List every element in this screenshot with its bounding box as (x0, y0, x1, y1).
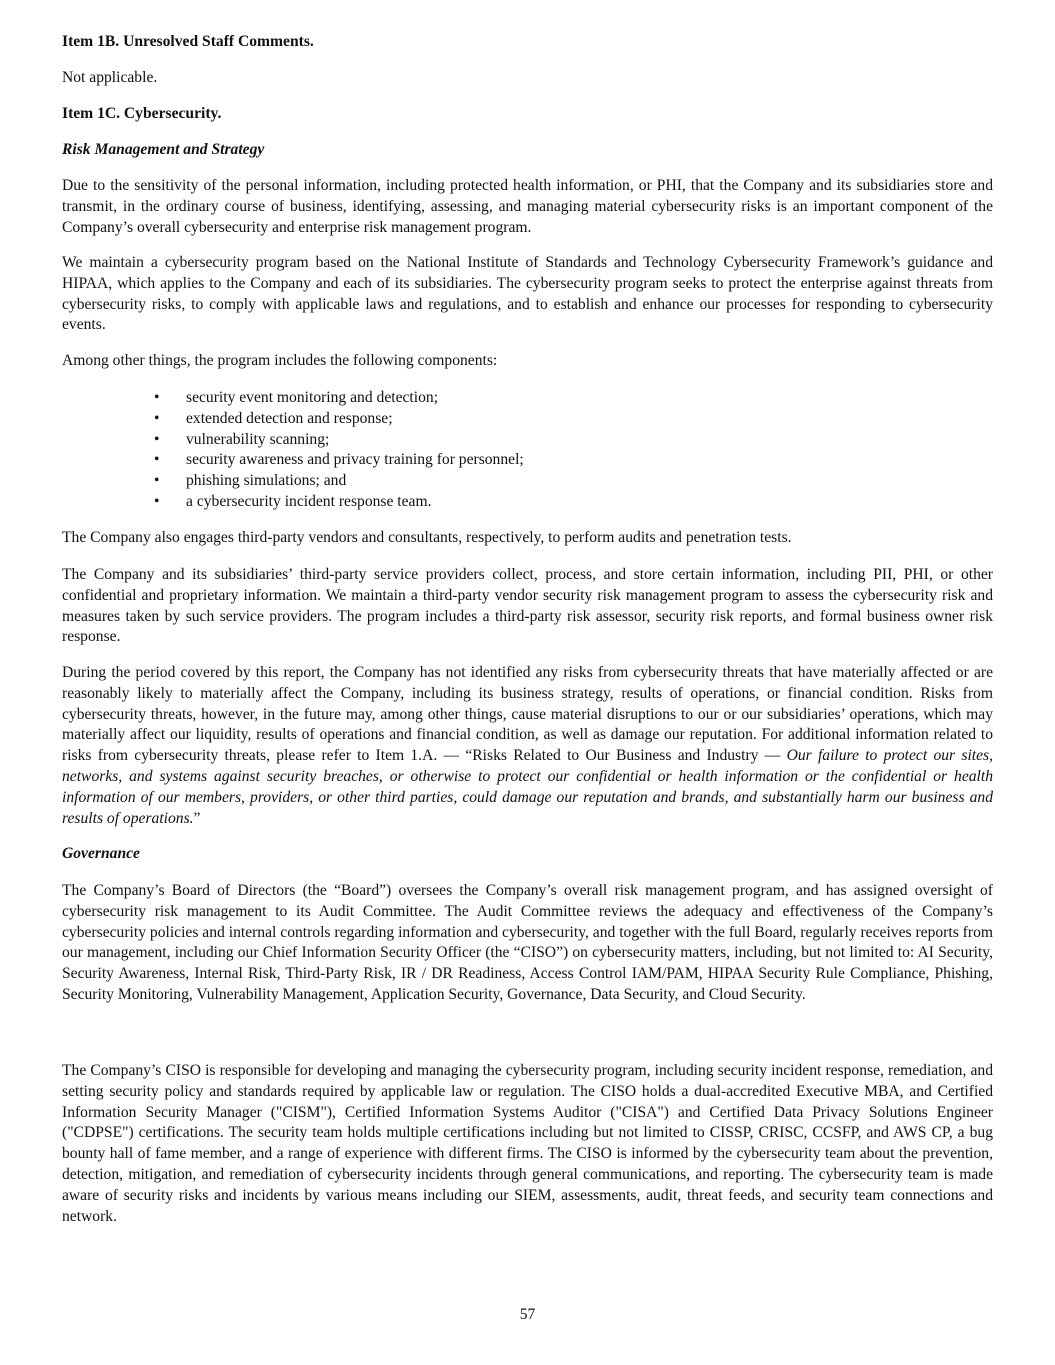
bullet-icon: • (154, 430, 160, 448)
item-1b-body: Not applicable. (62, 69, 158, 86)
bullet-icon: • (154, 492, 160, 510)
list-item: • phishing simulations; and (62, 471, 993, 492)
bullet-icon: • (154, 451, 160, 469)
list-item: • vulnerability scanning; (62, 430, 993, 451)
governance-paragraph-2: The Company’s CISO is responsible for developing and managing the cybersecurity program, including security incident response, remediation, and setting security policy and standards required by applicable law or regulation. The CISO holds a dual-accredited Executive MBA, and Certified Information Security Manager ("CISM"), Certified Information Systems Auditor ("CISA") and Certified Data Privacy Solutions Engineer ("CDPSE") certifications. The security team holds multiple certifications including but not limited to CISSP, CRISC, CCSFP, and AWS CP, a bug bounty hall of fame member, and a range of experience with different firms. The CISO is informed by the cybersecurity team about the prevention, detection, mitigation, and remediation of cybersecurity incidents through general communications, and reporting. The cybersecurity team is made aware of security risks and incidents by various means including our SIEM, assessments, audit, threat feeds, and security team connections and network. (62, 1062, 993, 1225)
bullet-icon: • (154, 389, 160, 406)
risk-paragraph-1: Due to the sensitivity of the personal information, including protected health information, or PHI, that the Company and its subsidiaries store and transmit, in the ordinary course of business, identifying, assessing, and managing material cybersecurity risks is an important component of the Company’s overall cybersecurity and enterprise risk management program. (62, 177, 993, 236)
risk-factor-title: Our failure to protect our sites, networks, and systems against security breaches, or otherwise to protect our confidential or health information or the confidential or health information of our members, providers, or other third parties, could damage our reputation and brands, and substantially harm our business and results of operations. (62, 747, 993, 827)
item-1b-heading: Item 1B. Unresolved Staff Comments. (62, 33, 314, 50)
third-party-paragraph: The Company and its subsidiaries’ third-party service providers collect, process, and store certain information, including PII, PHI, or other confidential and proprietary information. We maintain a third-party vendor security risk management program to assess the cybersecurity risk and measures taken by such service providers. The program includes a third-party risk assessor, security risk reports, and formal business owner risk response. (62, 566, 993, 646)
risk-paragraph-2: We maintain a cybersecurity program based on the National Institute of Standards and Technology Cybersecurity Framework’s guidance and HIPAA, which applies to the Company and each of its subsidiaries. The cybersecurity program seeks to protect the enterprise against threats from cybersecurity risks, to comply with applicable laws and regulations, and to establish and enhance our processes for responding to cybersecurity events. (62, 254, 993, 334)
list-item: • extended detection and response; (62, 409, 993, 430)
list-item: • security event monitoring and detection; (62, 388, 993, 409)
components-list (62, 388, 993, 513)
bullet-icon: • (154, 472, 160, 490)
bullet-icon: • (154, 409, 160, 427)
period-paragraph: During the period covered by this report, the Company has not identified any risks from cybersecurity threats that have materially affected or are reasonably likely to materially affect the Company, including its business strategy, results of operations, or financial condition. Risks from cybersecurity threats, however, in the future may, among other things, cause material disruptions to our or our subsidiaries’ operations, which may materially affect our liquidity, results of operations and financial condition, as well as damage our reputation. For additional information related to risks from cybersecurity threats, please refer to Item 1.A. — “Risks Related to Our Business and Industry — Our failure to protect our sites, networks, and systems against security breaches, or otherwise to protect our confidential or health information or the confidential or health information of our members, providers, or other third parties, could damage our reputation and brands, and substantially harm our business and results of operations.” (62, 664, 993, 827)
vendors-paragraph: The Company also engages third-party vendors and consultants, respectively, to perform audits and penetration tests. (62, 529, 792, 546)
item-1c-heading: Item 1C. Cybersecurity. (62, 105, 222, 122)
list-item: • security awareness and privacy training for personnel; (62, 450, 993, 471)
components-intro: Among other things, the program includes the following components: (62, 352, 498, 369)
governance-heading: Governance (62, 845, 140, 862)
governance-paragraph-1: The Company’s Board of Directors (the “Board”) oversees the Company’s overall risk management program, and has assigned oversight of cybersecurity risk management to its Audit Committee. The Audit Committee reviews the adequacy and effectiveness of the Company’s cybersecurity policies and internal controls regarding information and cybersecurity, and together with the full Board, regularly receives reports from our management, including our Chief Information Security Officer (the “CISO”) on cybersecurity matters, including, but not limited to: AI Security, Security Awareness, Internal Risk, Third-Party Risk, IR / DR Readiness, Access Control IAM/PAM, HIPAA Security Rule Compliance, Phishing, Security Monitoring, Vulnerability Management, Application Security, Governance, Data Security, and Cloud Security. (62, 882, 993, 1003)
risk-management-heading: Risk Management and Strategy (62, 141, 265, 158)
list-item: • a cybersecurity incident response team. (62, 492, 993, 513)
page-number: 57 (519, 1306, 536, 1323)
